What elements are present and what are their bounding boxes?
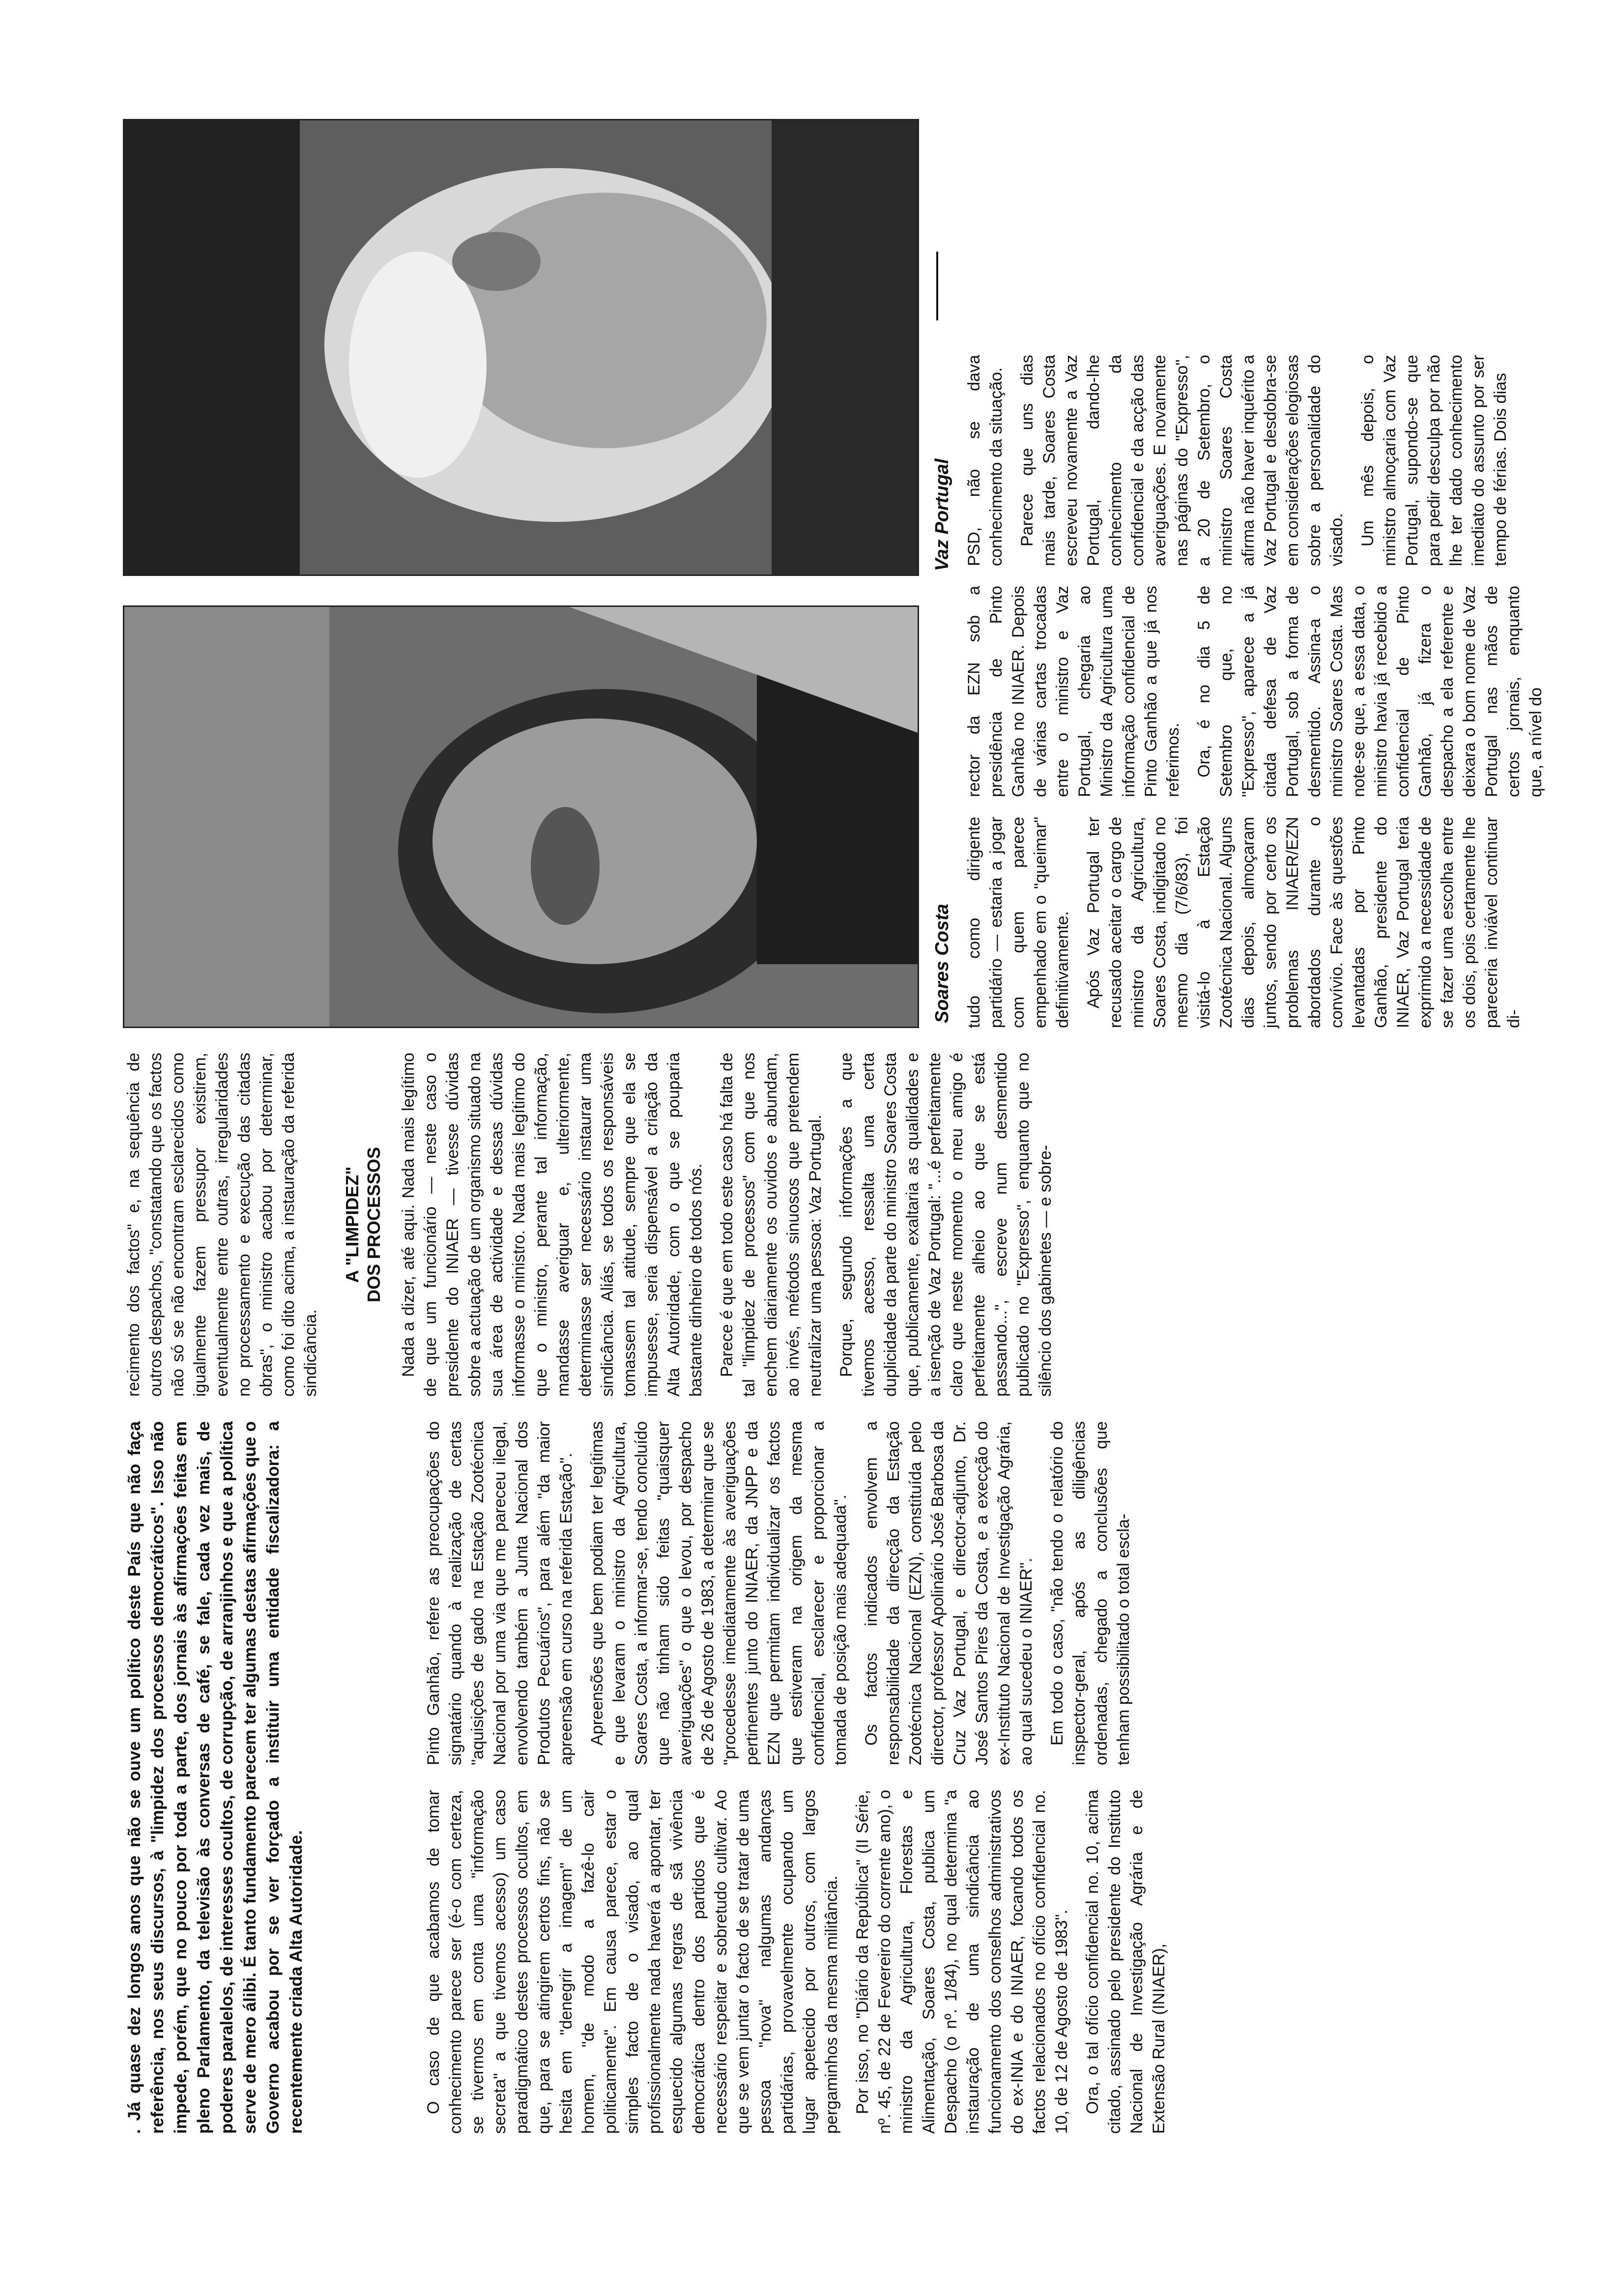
column-5-paragraph: rector da EZN sob a presidência de Pinto Ganhão no INIAER. Depois de várias cartas trocadas entre o ministro e Vaz Portugal, chegaria ao Ministro da Agricultura uma informação confidencial de Pinto Ganhão a que já nos referimos. <box>965 586 1182 797</box>
article-column-4 <box>963 817 1525 1028</box>
column-6-paragraph: Parece que uns dias mais tarde, Soares Costa escreveu novamente a Vaz Portugal, dando-lhe conhecimento da confidencial e da acção das averiguações. E novamente nas páginas do "Expresso", a 20 de Setembro, o ministro Soares Costa afirma não haver inquérito a Vaz Portugal e desdobra-se em considerações elogiosas sobre a personalidade do visado. <box>1018 355 1346 566</box>
subheading-line-1: A "LIMPIDEZ" <box>342 1166 362 1283</box>
section-subheading <box>342 1053 385 1397</box>
lead-text: . Já quase dez longos anos que não se ouve um político deste País que não faça referência, nos seus discursos, à "limpidez dos processos democráticos". Isso não impede, porém, que no pouco por toda a parte, dos jornais às afirmações feitas em pleno Parlamento, da televisão às conversas de café, se fale, cada vez mais, de poderes paralelos, de interesses ocultos, de corrupção, de arranjinhos e que a política serve de mero álibi. É tanto fundamento parecem ter algumas destas afirmações que o Governo acabou por se ver forçado a instituir uma entidade fiscalizadora: a recentemente criada Alta Autoridade. <box>125 1421 306 2134</box>
article-column-6 <box>963 355 1512 566</box>
column-1-paragraph: Por isso, no "Diário da República" (II Série, nº. 45, de 22 de Fevereiro do corrente ano), o ministro da Agricultura, Florestas e Alimentação, Soares Costa, publica um Despacho (o nº. 1/84), no qual determina "a instauração de uma sindicância ao funcionamento dos conselhos administrativos do ex-INIA e do INIAER, focando todos os factos relacionados no ofício confidencial no. 10, de 12 de Agosto de 1983". <box>853 1790 1071 2134</box>
column-6-paragraph: Um mês depois, o ministro almoçaria com Vaz Portugal, supondo-se que para pedir desculpa por não lhe ter dado conhecimento imediato do assunto por ser tempo de férias. Dois dias <box>1358 355 1510 566</box>
column-2-paragraph: Apreensões que bem podiam ter legítimas e que levaram o ministro da Agricultura, Soares Costa, a informar-se, tendo concluído que não tinham sido feitas "quaisquer averiguações" o que o levou, por despacho de 26 de Agosto de 1983, a determinar que se "procedesse imediatamente às averiguações pertinentes junto do INIAER, da JNPP e da EZN que permitam individualizar os factos que estiveram na origem da mesma confidencial, esclarecer e proporcionar a tomada de posição mais adequada". <box>588 1421 850 1765</box>
divider-rule <box>936 252 938 320</box>
column-3-paragraph: Nada a dizer, até aqui. Nada mais legítimo de que um funcionário — neste caso o presidente do INIAER — tivesse dúvidas sobre a actuação de um organismo situado na sua área de actividade e dessas dúvidas informasse o ministro. Nada mais legítimo do que o ministro, perante tal informação, mandasse averiguar e, ulteriormente, determinasse ser necessário instaurar uma sindicância. Aliás, se todos os responsáveis tomassem tal atitude, sempre que ela se impusesse, seria dispensável a criação da Alta Autoridade, com o que se pouparia bastante dinheiro de todos nós. <box>399 1053 705 1397</box>
column-5-paragraph: Ora, é no dia 5 de Setembro que, no "Expresso", aparece a já citada defesa de Vaz Portugal, sob a forma de desmentido. Assina-a o ministro Soares Costa. Mas note-se que, a essa data, o ministro havia já recebido a confidencial de Pinto Ganhão, já fizera o despacho a ela referente e deixara o bom nome de Vaz Portugal nas mãos de certos jornais, enquanto que, a nível do <box>1195 586 1545 797</box>
article-column-5 <box>963 586 1547 797</box>
column-4-paragraph: Após Vaz Portugal ter recusado aceitar o cargo de ministro da Agricultura, Soares Costa, indigitado no mesmo dia (7/6/83), foi visitá-lo à Estação Zootécnica Nacional. Alguns dias depois, almoçaram juntos, sendo por certo os problemas INIAER/EZN abordados durante o convívio. Face às questões levantadas por Pinto Ganhão, presidente do INIAER, Vaz Portugal teria exprimido a necessidade de se fazer uma escolha entre os dois, pois certamente lhe pareceria inviável continuar di- <box>1084 817 1523 1028</box>
caption-vaz-portugal: Vaz Portugal <box>932 459 952 571</box>
column-4-paragraph: tudo como dirigente partidário — estaria a jogar com quem parece empenhado em o "queimar" definitivamente. <box>965 817 1072 1028</box>
article-column-3 <box>123 1053 1057 1397</box>
column-6-paragraph: PSD, não se dava conhecimento da situação. <box>965 355 1006 566</box>
column-3-paragraph: Porque, segundo informações a que tivemos acesso, ressalta uma certa duplicidade da parte do ministro Soares Costa que, publicamente, exaltaria as qualidades e a isenção de Vaz Portugal: "...é perfeitamente claro que neste momento o meu amigo é perfeitamente alheio ao que se está passando...", escreve num desmentido publicado no "Expresso", enquanto que no silêncio dos gabinetes — e sobre- <box>837 1053 1055 1397</box>
column-1-paragraph: Ora, o tal ofício confidencial no. 10, acima citado, assinado pelo presidente do Instituto Nacional de Investigação Agrária e de Extensão Rural (INIAER), <box>1083 1790 1168 2134</box>
column-3-paragraph: recimento dos factos" e, na sequência de outros despachos, "constatando que os factos não só se não encontram esclarecidos como igualmente fazem pressupor existirem, eventualmente entre outras, irregularidades no processamento e execução das citadas obras", o ministro acabou por determinar, como foi dito acima, a instauração da referida sindicância. <box>124 1053 320 1397</box>
photo-vaz-portugal <box>123 119 919 576</box>
column-3-paragraph: Parece é que em todo este caso há falta de tal "limpidez de processos" com que nos enchem diariamente os ouvidos e abundam, ao invés, métodos sinuosos que pretendem neutralizar uma pessoa: Vaz Portugal. <box>718 1053 825 1397</box>
caption-soares-costa: Soares Costa <box>932 904 952 1023</box>
column-2-paragraph: Os factos indicados envolvem a responsabilidade da direcção da Estação Zootécnica Nacional (EZN), constituída pelo director, professor Apolinário José Barbosa da Cruz Vaz Portugal, e director-adjunto, Dr. José Santos Pires da Costa, e a execção do ex-Instituto Nacional de Investigação Agrária, ao qual sucedeu o INIAER". <box>862 1421 1036 1765</box>
article-column-2 <box>423 1421 1135 1765</box>
photo-soares-costa <box>123 605 919 1028</box>
column-2-paragraph: Pinto Ganhão, refere as preocupações do signatário quando à realização de certas "aquisições de gado na Estação Zootécnica Nacional por uma via que me pareceu ilegal, envolvendo também a Junta Nacional dos Produtos Pecuários", para além "da maior apreensão em curso na referida Estação". <box>424 1421 576 1765</box>
photo-vaz-portugal-image <box>123 119 919 576</box>
column-1-paragraph: O caso de que acabamos de tomar conhecimento parece ser (é-o com certeza, se tivermos em conta uma "informação secreta" a que tivemos acesso) um caso paradigmático destes processos ocultos, em que, para se atingirem certos fins, não se hesita em "denegrir a imagem" de um homem, "de modo a fazê-lo cair politicamente". Em causa parece, estar o simples facto de o visado, ao qual profissionalmente nada haverá a apontar, ter esquecido algumas regras de sã vivência democrática dentro dos partidos que é necessário respeitar e sobretudo cultivar. Ao que se vem juntar o facto de se tratar de uma pessoa "nova" nalgumas andanças partidárias, provavelmente ocupando um lugar apetecido por outros, com largos pergaminhos da mesma militância. <box>424 1790 841 2134</box>
subheading-line-2: DOS PROCESSOS <box>364 1147 384 1303</box>
article-column-1 <box>423 1790 1170 2134</box>
photo-soares-costa-image <box>123 605 919 1028</box>
column-2-paragraph: Em todo o caso, "não tendo o relatório do inspector-geral, após as diligências ordenadas, chegado a conclusões que tenham possibilitado o total escla- <box>1048 1421 1133 1765</box>
lead-paragraph <box>123 1421 308 2134</box>
